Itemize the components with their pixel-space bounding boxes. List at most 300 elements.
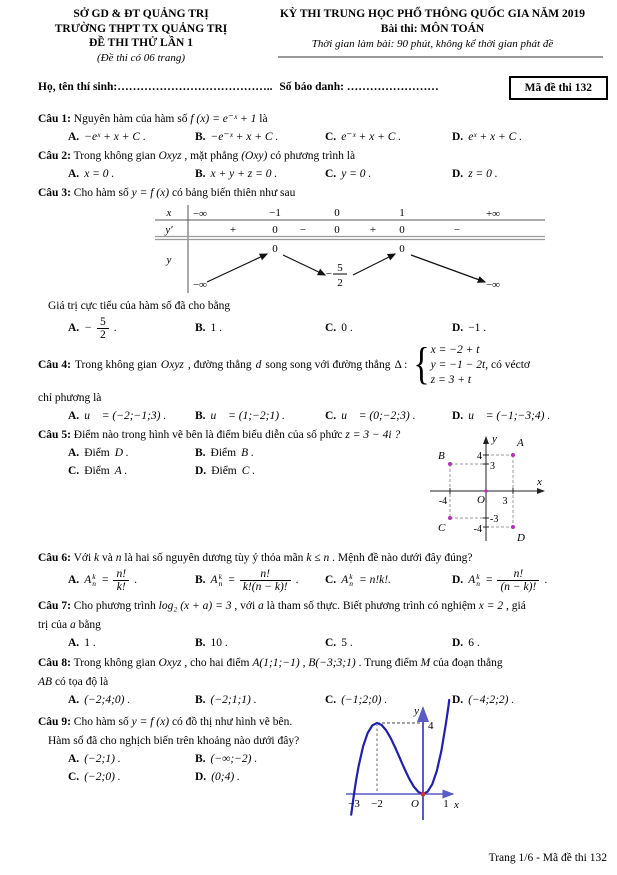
option-key: B. [195,636,206,649]
equals-sign: = [485,573,493,586]
q6-options [68,568,590,593]
complex-plane-figure [426,429,561,550]
question-text: là [259,112,268,125]
function-graph-svg [341,698,486,843]
origin-label: O [411,797,419,810]
q7-option-b [195,635,325,652]
permutation-symbol [468,572,481,589]
question-label: Câu 7: [38,599,71,612]
question-label: Câu 2: [38,149,71,162]
option-value: 10 . [210,636,228,649]
option-key: D. [452,573,464,586]
question-label: Câu 8: [38,656,71,669]
question-text: trị của [38,618,68,631]
question-list [0,111,617,842]
option-value: (−2;1;1) . [210,693,257,706]
question-label: Câu 9: [38,715,71,728]
q2-option-d [452,166,590,183]
option-period: . [295,573,299,586]
perm-base: A [210,573,218,586]
candidate-name-label: Họ, tên thí sinh:………………………………….. [38,80,273,93]
page-header [0,7,617,65]
system-line-y: y = −1 − 2t [430,358,486,371]
question-3 [38,185,590,341]
header-left-block [26,7,256,65]
option-value: (−2;1) . [84,752,121,765]
option-point: B . [241,446,254,459]
header-divider [278,56,603,58]
q8-option-b [195,692,325,709]
option-key: C. [325,321,337,334]
math-expression: Oxyz [158,656,182,669]
q3-option-d [452,316,590,341]
option-key: C. [325,130,337,143]
math-expression: d [255,359,262,371]
question-4-text-line2: chỉ phương là [38,391,102,404]
bbt-y-header: y [166,253,172,266]
question-text: và [102,551,113,564]
option-key: B. [195,446,206,459]
q7-option-c [325,635,452,652]
q4-option-d [452,408,590,425]
option-key: D. [452,167,464,180]
question-3-text [38,185,590,202]
q4-options [68,408,590,425]
math-expression: x = 2 [478,599,504,612]
option-value: (−4;2;2) . [468,693,515,706]
brace-symbol: { [413,339,430,390]
tick-label-4: 4 [477,450,482,462]
perm-base: A [84,573,92,586]
math-expression: AB [38,675,53,688]
q1-options [68,129,590,146]
y-axis-label: y [492,432,497,445]
question-6-text [38,550,590,567]
question-text: , mặt phẳng [184,149,239,162]
bbt-x-header: x [166,206,172,219]
fraction-denominator: k! [116,580,126,593]
option-value: (0;4) . [211,770,240,783]
bbt-x-value: 1 [399,206,405,219]
q9-option-a [68,751,195,768]
question-text: Cho phương trình [73,599,156,612]
option-value: u⃗ = (1;−2;1) . [210,409,285,422]
fraction-denominator: 2 [99,328,106,341]
fraction [497,568,539,593]
option-key: A. [68,321,80,334]
option-key: B. [195,693,206,706]
question-text: , giá [506,599,526,612]
option-value: x + y + z = 0 . [210,167,278,180]
option-key: A. [68,752,80,765]
bbt-x-value: −∞ [192,207,208,220]
fraction [240,568,291,593]
math-expression: A(1;1;−1) , B(−3;3;1) [252,656,356,669]
fraction-numerator: n! [240,568,291,581]
q9-option-c [68,769,195,786]
bbt-sign: + [369,223,377,236]
question-8-text-line2 [38,674,590,691]
bbt-sign: 0 [399,223,405,236]
bbt-sign: + [229,223,237,236]
bbt-neg-infinity: −∞ [485,278,501,291]
q4-option-c [325,408,452,425]
y-axis-label: y [414,704,419,717]
question-text: có đồ thị như hình vẽ bên. [171,715,293,728]
permutation-symbol [211,572,224,589]
question-text: Cho hàm số [73,715,129,728]
point-C-dot [448,516,452,520]
bbt-min-sign: − [325,267,332,280]
option-point: C . [241,464,256,477]
question-3-caption: Giá trị cực tiểu của hàm số đã cho bằng [48,299,231,312]
q2-option-c [325,166,452,183]
exam-round: ĐỀ THI THỬ LẦN 1 [89,37,193,49]
question-text: , có véctơ [485,359,530,371]
option-key: B. [195,321,206,334]
question-text: Trong không gian [74,359,157,371]
math-expression: (Oxy) [241,149,268,162]
question-text: có bảng biến thiên như sau [171,186,296,199]
bbt-x-value: +∞ [485,207,501,220]
question-2-text [38,148,590,165]
question-8-text [38,655,590,672]
question-1-text [38,111,590,128]
tick-label-x3: 3 [502,495,508,507]
bbt-neg-infinity: −∞ [192,278,208,291]
q2-options [68,166,590,183]
option-key: A. [68,636,80,649]
option-key: B. [195,752,206,765]
math-expression: a [69,618,76,631]
q7-option-d [452,635,590,652]
variation-table-figure [155,205,590,296]
point-C-label: C [438,521,446,534]
q5-option-a [68,445,195,462]
bbt-sign: 0 [272,223,278,236]
bbt-x-value: 0 [334,206,340,219]
math-expression: z = 3 − 4i ? [345,428,401,441]
tick-label-neg3: -3 [490,513,499,525]
q4-option-a [68,408,195,425]
page-number: Trang 1/6 - Mã đề thi 132 [488,852,607,864]
option-value: 5 . [341,636,353,649]
option-value: u⃗ = (−2;−1;3) . [84,409,167,422]
exam-code-box: Mã đề thi 132 [509,76,608,100]
bbt-sign: − [299,223,307,236]
q6-option-d [452,568,590,593]
math-expression: log₂ (x + a) = 3 [158,599,232,612]
fraction [97,316,109,341]
math-expression: y = f (x) [131,186,170,199]
option-value: u⃗ = (0;−2;3) . [341,409,416,422]
q6-option-b [195,568,325,593]
option-text: Điểm [211,464,237,477]
q5-option-c [68,463,195,480]
math-expression: Oxyz [158,149,182,162]
equals-sign: = [228,573,235,586]
question-text: của đoạn thẳng [433,656,503,669]
function-graph-figure [341,698,486,846]
subject-name: Bài thi: MÔN TOÁN [380,23,485,35]
option-key: D. [195,464,207,477]
option-text: Điểm [210,446,237,459]
question-4 [38,339,590,425]
tick-label-neg4: -4 [473,523,482,535]
option-key: C. [325,409,337,422]
question-text: , với [234,599,256,612]
option-text: Điểm [84,446,110,459]
question-text: Với [73,551,92,564]
question-1 [38,111,590,146]
bbt-arrow-up-icon [353,254,395,275]
question-text: Trong không gian [73,656,156,669]
fraction-numerator: n! [113,568,129,581]
bbt-max-value: 0 [399,242,405,255]
option-period: . [134,573,137,586]
bbt-min-denominator: 2 [337,276,343,289]
q9-options-row1 [68,751,358,768]
question-text: Nguyên hàm của hàm số [73,112,188,125]
math-expression: a [258,599,264,612]
question-text: Điểm nào trong hình vẽ bên là điểm biểu diễn của số phức [73,428,343,441]
question-7 [38,598,590,652]
question-2 [38,148,590,183]
question-9 [38,704,590,842]
option-value: eˣ + x + C . [468,130,523,143]
system-line-z: z = 3 + t [430,373,472,386]
question-label: Câu 5: [38,428,71,441]
q5-option-d [195,463,358,480]
bbt-arrow-down-icon [411,255,485,282]
math-expression: k ≤ n [306,551,330,564]
option-key: D. [452,409,464,422]
fraction-denominator: k!(n − k)! [242,580,288,593]
question-label: Câu 4: [38,359,71,371]
option-value: 1 . [210,321,223,334]
cubic-curve [351,700,449,815]
option-key: D. [195,770,207,783]
tick-label-3: 3 [490,460,495,472]
option-key: A. [68,167,80,180]
equation-system-lines [431,343,486,388]
department-name: SỞ GD & ĐT QUẢNG TRỊ [73,8,209,20]
question-text: , cho hai điểm [184,656,250,669]
fraction-numerator: 5 [97,316,109,329]
page-count-note: (Đề thi có 06 trang) [97,51,185,64]
question-8 [38,655,590,709]
question-4-text [38,339,590,390]
tick-label-4: 4 [428,719,434,732]
perm-sub: n [476,579,480,588]
option-value: −e⁻ˣ + x + C . [210,130,279,143]
option-value: (−1;2;0) . [341,693,388,706]
bbt-x-value: −1 [269,206,281,219]
option-key: A. [68,573,80,586]
math-expression: y = f (x) [131,715,170,728]
tick-label-xneg4: -4 [438,495,448,507]
equals-sign: = [101,573,109,586]
option-point: D . [114,446,129,459]
option-point: A . [114,464,128,477]
perm-sup: k [476,572,480,581]
perm-base: A [341,573,349,586]
option-value: 6 . [468,636,480,649]
question-text: . Mệnh đề nào dưới đây đúng? [332,551,473,564]
tick-label-neg2: −2 [371,797,383,810]
point-B-dot [448,462,452,466]
minus-sign: − [84,321,92,334]
option-key: B. [195,167,206,180]
question-text: Cho hàm số [73,186,129,199]
option-key: D. [452,130,464,143]
option-key: C. [325,167,337,180]
option-key: A. [68,446,80,459]
option-key: C. [325,693,337,706]
system-line-x: x = −2 + t [430,343,480,356]
origin-label: O [477,493,485,506]
origin-dot [484,489,488,493]
q3-option-b [195,316,325,341]
bbt-table [155,205,545,293]
option-value: = n!k!. [358,573,391,586]
question-label: Câu 1: [38,112,71,125]
q8-option-a [68,692,195,709]
candidate-number-label: Số báo danh: …………………… [279,80,439,93]
perm-sup: k [218,572,222,581]
question-7-text-line2 [38,617,590,634]
option-key: C. [325,573,337,586]
equation-system [411,339,486,390]
math-expression: n [115,551,122,564]
math-expression: Oxyz [160,359,184,371]
q5-option-b [195,445,358,462]
point-A-dot [511,453,515,457]
option-key: A. [68,693,80,706]
bbt-min-numerator: 5 [337,261,343,274]
option-key: C. [68,464,80,477]
tick-label-neg3: −3 [348,797,360,810]
option-key: D. [452,321,464,334]
tick-label-1: 1 [443,797,449,810]
question-label: Câu 3: [38,186,71,199]
bbt-sign: − [453,223,461,236]
option-key: A. [68,130,80,143]
option-value: (−2;4;0) . [84,693,131,706]
question-text: song song với đường thẳng [265,359,391,371]
option-text: Điểm [84,464,110,477]
fraction-denominator: (n − k)! [500,580,537,593]
question-text: là tham số thực. Biết phương trình có nghiệm [266,599,476,612]
q2-option-b [195,166,325,183]
question-9-text-line2: Hàm số đã cho nghịch biến trên khoảng nào dưới đây? [48,734,300,747]
bbt-dy-header: y′ [165,223,173,236]
question-text: Trong không gian [73,149,156,162]
q2-option-a [68,166,195,183]
math-expression: f (x) = e⁻ˣ + 1 [190,112,257,125]
option-value: −1 . [468,321,487,334]
complex-plane-svg [426,429,561,547]
q3-option-c [325,316,452,341]
option-value: 1 . [84,636,96,649]
option-value: (−2;0) . [84,770,121,783]
option-key: A. [68,409,80,422]
bbt-arrow-up-icon [207,254,267,282]
bbt-sign: 0 [334,223,340,236]
question-9-text [38,714,590,731]
exam-title: KỲ THI TRUNG HỌC PHỔ THÔNG QUỐC GIA NĂM 2019 [279,8,586,20]
option-value: (−∞;−2) . [210,752,258,765]
q3-options [68,316,590,341]
question-text: bằng [78,618,101,631]
q1-option-b [195,129,325,146]
option-value: −eˣ + x + C . [84,130,146,143]
question-7-text [38,598,590,615]
q6-option-a [68,568,195,593]
bbt-max-value: 0 [272,242,278,255]
bbt-arrow-down-icon [283,255,325,275]
option-key: B. [195,573,206,586]
fraction-numerator: n! [497,568,539,581]
point-D-dot [511,525,515,529]
q5-options-row1 [68,445,358,462]
option-key: D. [452,693,464,706]
q5-options-row2 [68,463,358,480]
q4-option-b [195,408,325,425]
option-key: C. [325,636,337,649]
option-key: B. [195,409,206,422]
q1-option-d [452,129,590,146]
q7-option-a [68,635,195,652]
fraction [113,568,129,593]
q1-option-c [325,129,452,146]
point-B-label: B [438,449,445,462]
perm-sub: n [218,579,223,588]
point-A-label: A [517,436,524,449]
x-axis-label: x [537,475,542,488]
option-period: . [113,321,117,334]
q6-option-c [325,568,452,593]
school-name: TRƯỜNG THPT TX QUẢNG TRỊ [54,22,228,35]
option-period: . [544,573,548,586]
option-value: 0 . [341,321,353,334]
header-right-block [256,7,609,65]
math-expression: M [420,656,431,669]
option-value: y = 0 . [341,167,372,180]
question-text: có phương trình là [270,149,356,162]
question-text: , đường thẳng [187,359,252,371]
q8-options [68,692,590,709]
q1-option-a [68,129,195,146]
question-6 [38,550,590,593]
perm-base: A [468,573,476,586]
origin-point-dot [421,791,426,796]
point-D-label: D [517,531,525,544]
question-label: Câu 6: [38,551,71,564]
delta-symbol: Δ : [394,359,408,371]
candidate-row [38,81,579,105]
option-key: B. [195,130,206,143]
q9-option-b [195,751,358,768]
q9-options-row2 [68,769,358,786]
permutation-symbol [341,572,354,589]
q9-option-d [195,769,358,786]
option-value: x = 0 . [84,167,115,180]
perm-sub: n [92,579,96,588]
math-expression: k [94,551,100,564]
option-key: D. [452,636,464,649]
permutation-symbol [84,572,97,589]
